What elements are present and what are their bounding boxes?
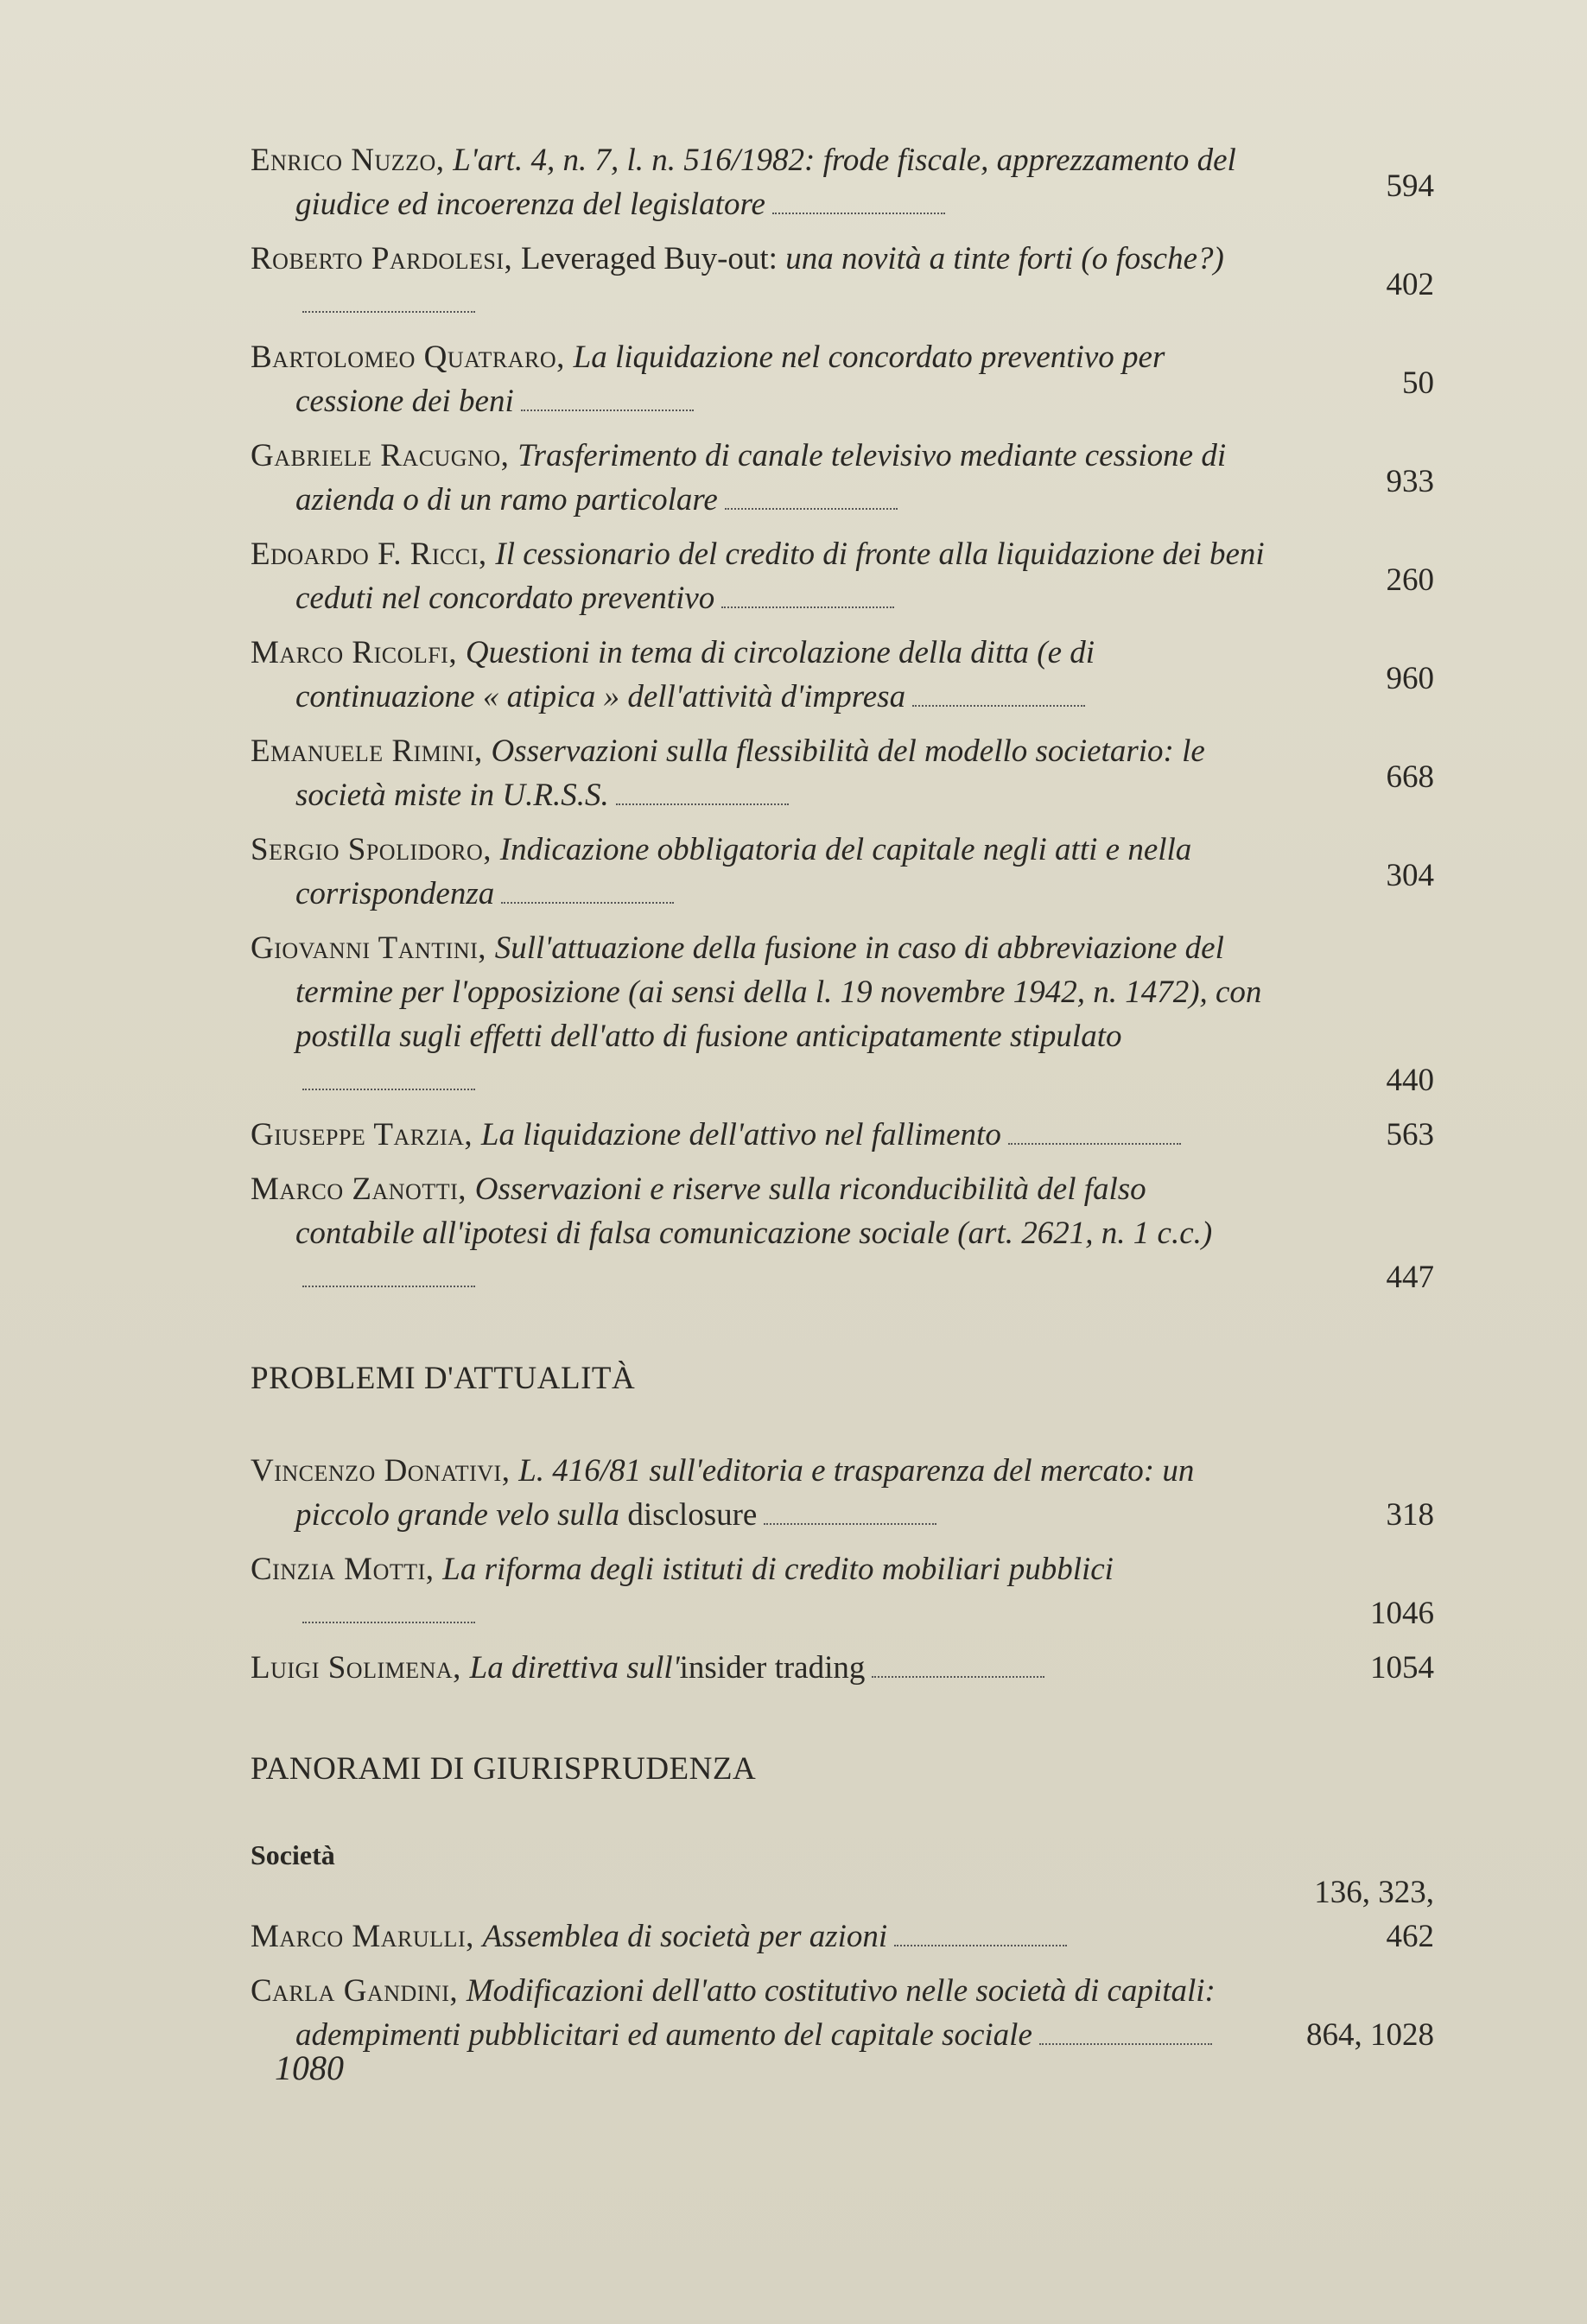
entry-author: Sergio Spolidoro, bbox=[251, 832, 500, 867]
entry-author: Carla Gandini, bbox=[251, 1973, 467, 2009]
dot-leader bbox=[894, 1944, 1067, 1946]
entry-title: Modificazioni dell'atto costitutivo nelle società di capitali: adempimenti pubblicitari ed aumento del capitale sociale bbox=[295, 1973, 1216, 2053]
dot-leader bbox=[616, 803, 789, 805]
dot-leader bbox=[302, 310, 475, 313]
entry-page-number: 304 bbox=[1386, 858, 1434, 893]
index-entry bbox=[251, 1646, 1434, 1690]
entry-page-number: 136, 323, 462 bbox=[1314, 1875, 1434, 1954]
index-entry bbox=[251, 434, 1434, 522]
entry-title: Leveraged Buy-out: bbox=[521, 241, 786, 276]
dot-leader bbox=[872, 1675, 1044, 1678]
index-list-problemi bbox=[251, 1449, 1434, 1690]
entry-author: Marco Zanotti, bbox=[251, 1172, 475, 1207]
index-entry bbox=[251, 926, 1434, 1102]
dot-leader bbox=[501, 901, 674, 904]
entry-page-number: 50 bbox=[1402, 365, 1434, 401]
entry-title: La riforma degli istituti di credito mobiliari pubblici bbox=[442, 1552, 1114, 1587]
dot-leader bbox=[521, 409, 694, 411]
dot-leader bbox=[302, 1088, 475, 1090]
entry-page-number: 933 bbox=[1386, 464, 1434, 499]
entry-author: Giuseppe Tarzia, bbox=[251, 1117, 481, 1152]
dot-leader bbox=[1039, 2042, 1212, 2045]
entry-title: L'art. 4, n. 7, l. n. 516/1982: frode fiscale, apprezzamento del giudice ed incoerenza del legislatore bbox=[295, 143, 1236, 222]
dot-leader bbox=[725, 507, 898, 510]
entry-page-number: 563 bbox=[1386, 1117, 1434, 1152]
entry-author: Bartolomeo Quatraro, bbox=[251, 340, 574, 375]
entry-page-number: 402 bbox=[1386, 267, 1434, 302]
entry-author: Roberto Pardolesi, bbox=[251, 241, 522, 276]
entry-author: Luigi Solimena, bbox=[251, 1650, 470, 1686]
dot-leader bbox=[302, 1285, 475, 1287]
entry-author: Cinzia Motti, bbox=[251, 1552, 443, 1587]
entry-title: una novità a tinte forti (o fosche?) bbox=[785, 241, 1224, 276]
index-entry bbox=[251, 335, 1434, 423]
entry-page-number: 594 bbox=[1386, 168, 1434, 204]
entry-title: insider trading bbox=[679, 1650, 866, 1686]
entry-title: Osservazioni e riserve sulla riconducibilità del falso contabile all'ipotesi di falsa comunicazione sociale (art. 2621, n. 1 c.c.) bbox=[295, 1172, 1213, 1251]
page-number: 1080 bbox=[275, 2048, 344, 2087]
index-entry bbox=[251, 138, 1434, 226]
index-column bbox=[251, 138, 1434, 2067]
section-heading-problemi: PROBLEMI D'ATTUALITÀ bbox=[251, 1361, 636, 1396]
index-entry bbox=[251, 631, 1434, 719]
entry-author: Vincenzo Donativi, bbox=[251, 1453, 519, 1489]
entry-title: Assemblea di società per azioni bbox=[482, 1919, 888, 1954]
entry-page-number: 864, 1028 bbox=[1306, 2017, 1434, 2053]
entry-title: La liquidazione nel concordato preventivo per cessione dei beni bbox=[295, 340, 1165, 419]
dot-leader bbox=[764, 1522, 936, 1525]
entry-title: L. 416/81 sull'editoria e trasparenza del mercato: un piccolo grande velo sulla bbox=[295, 1453, 1195, 1533]
entry-title: La liquidazione dell'attivo nel fallimento bbox=[480, 1117, 1001, 1152]
dot-leader bbox=[721, 606, 894, 608]
index-entry bbox=[251, 532, 1434, 620]
entry-page-number: 960 bbox=[1386, 661, 1434, 696]
entry-page-number: 1054 bbox=[1370, 1650, 1434, 1686]
index-entry bbox=[251, 1449, 1434, 1537]
entry-page-number: 260 bbox=[1386, 562, 1434, 598]
entry-title: Trasferimento di canale televisivo mediante cessione di azienda o di un ramo particolare bbox=[295, 438, 1227, 518]
entry-title: Questioni in tema di circolazione della ditta (e di continuazione « atipica » dell'attività d'impresa bbox=[295, 635, 1095, 714]
entry-title: La direttiva sull' bbox=[469, 1650, 680, 1686]
index-entry bbox=[251, 828, 1434, 916]
index-entry bbox=[251, 1167, 1434, 1299]
entry-author: Gabriele Racugno, bbox=[251, 438, 518, 473]
subsection-heading-societa: Società bbox=[251, 1839, 335, 1870]
entry-title: Osservazioni sulla flessibilità del modello societario: le società miste in U.R.S.S. bbox=[295, 733, 1205, 813]
dot-leader bbox=[302, 1621, 475, 1623]
index-list-societa bbox=[251, 1875, 1434, 2057]
dot-leader bbox=[772, 212, 945, 214]
index-entry bbox=[251, 1113, 1434, 1157]
entry-page-number: 318 bbox=[1386, 1497, 1434, 1533]
entry-title: Indicazione obbligatoria del capitale negli atti e nella corrispondenza bbox=[295, 832, 1192, 911]
entry-author: Marco Marulli, bbox=[251, 1919, 483, 1954]
index-entry bbox=[251, 1969, 1434, 2057]
entry-page-number: 1046 bbox=[1370, 1596, 1434, 1631]
entry-title: disclosure bbox=[627, 1497, 758, 1533]
entry-author: Edoardo F. Ricci, bbox=[251, 537, 496, 572]
dot-leader bbox=[912, 704, 1085, 707]
index-list-articles bbox=[251, 138, 1434, 1299]
entry-page-number: 440 bbox=[1386, 1063, 1434, 1098]
entry-author: Emanuele Rimini, bbox=[251, 733, 492, 769]
index-entry bbox=[251, 237, 1434, 325]
entry-title: Sull'attuazione della fusione in caso di abbreviazione del termine per l'opposizione (ai sensi della l. 19 novembre 1942, n. 1472), con postilla sugli effetti dell'atto di fusione anticipatamente stipulato bbox=[295, 930, 1262, 1054]
index-entry bbox=[251, 1875, 1434, 1959]
dot-leader bbox=[1008, 1142, 1181, 1145]
entry-author: Giovanni Tantini, bbox=[251, 930, 495, 966]
entry-page-number: 668 bbox=[1386, 759, 1434, 795]
section-heading-panorami: PANORAMI DI GIURISPRUDENZA bbox=[251, 1751, 757, 1787]
entry-author: Marco Ricolfi, bbox=[251, 635, 466, 670]
entry-title: Il cessionario del credito di fronte alla liquidazione dei beni ceduti nel concordato preventivo bbox=[295, 537, 1265, 616]
entry-author: Enrico Nuzzo, bbox=[251, 143, 454, 178]
index-entry bbox=[251, 729, 1434, 817]
index-entry bbox=[251, 1547, 1434, 1635]
entry-page-number: 447 bbox=[1386, 1260, 1434, 1295]
